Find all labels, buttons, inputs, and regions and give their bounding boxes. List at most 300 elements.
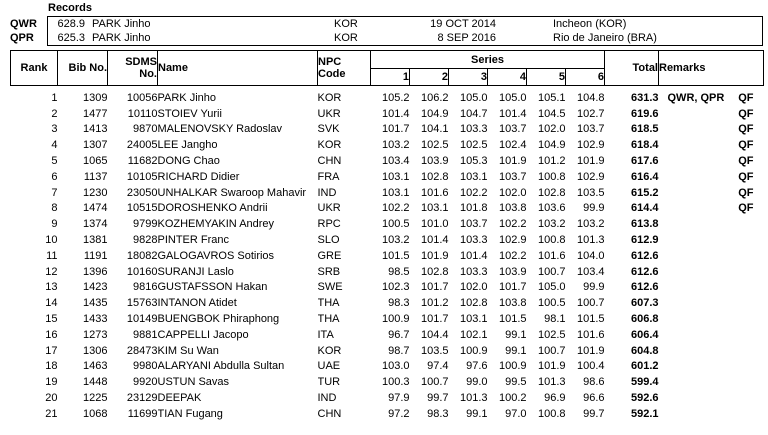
sdms-number-cell: 9816	[133, 281, 158, 294]
total-score-cell: 606.4	[630, 328, 659, 341]
series-3-score-cell: 105.0	[459, 91, 488, 104]
npc-code-cell: TUR	[317, 376, 341, 389]
result-row	[11, 122, 764, 138]
series-5-score-cell: 96.9	[544, 392, 566, 405]
bib-number-cell: 1448	[83, 376, 108, 389]
record-type-label: QWR	[10, 18, 37, 30]
total-score-cell: 612.6	[630, 249, 659, 262]
series-2-score-cell: 101.4	[420, 234, 449, 247]
result-row	[11, 390, 764, 406]
qualification-flag: QF	[738, 107, 754, 120]
result-row	[11, 137, 764, 153]
series-2-score-cell: 102.5	[420, 139, 449, 152]
npc-code-cell: IND	[317, 186, 337, 199]
series-6-score-cell: 99.7	[583, 407, 605, 420]
series-3-score-cell: 102.5	[459, 139, 488, 152]
series-4-score-cell: 99.5	[505, 376, 527, 389]
npc-code-cell: SVK	[317, 123, 340, 136]
athlete-name-cell: ALARYANI Abdulla Sultan	[157, 360, 285, 373]
bib-number-cell: 1225	[83, 392, 108, 405]
remarks-cell	[659, 374, 764, 390]
series-3-score-cell: 99.1	[466, 407, 488, 420]
series-2-score-cell: 103.9	[420, 155, 449, 168]
athlete-name-cell: TIAN Fugang	[157, 407, 223, 420]
record-npc-code: KOR	[334, 18, 358, 30]
result-row	[11, 327, 764, 343]
qualification-flag: QF	[738, 91, 754, 104]
bib-number-cell: 1307	[83, 139, 108, 152]
record-location: Rio de Janeiro (BRA)	[553, 32, 657, 44]
rank-cell: 18	[45, 360, 58, 373]
athlete-name-cell: PARK Jinho	[157, 91, 216, 104]
athlete-name-cell: MALENOVSKY Radoslav	[157, 123, 283, 136]
sdms-number-cell: 10056	[126, 91, 158, 104]
series-3-score-cell: 97.6	[466, 360, 488, 373]
rank-cell: 20	[45, 392, 58, 405]
rank-cell: 14	[45, 297, 58, 310]
bib-number-cell: 1374	[83, 218, 108, 231]
record-holder-name: PARK Jinho	[92, 32, 151, 44]
series-4-score-cell: 99.1	[505, 328, 527, 341]
record-date: 19 OCT 2014	[430, 18, 496, 30]
remarks-content	[659, 123, 764, 135]
series-6-score-cell: 101.9	[576, 155, 605, 168]
bib-number-cell: 1230	[83, 186, 108, 199]
result-row	[11, 248, 764, 264]
series-5-score-cell: 103.6	[537, 202, 566, 215]
bib-number-cell: 1433	[83, 313, 108, 326]
athlete-name-cell: KOZHEMYAKIN Andrey	[157, 218, 275, 231]
series-3-score-cell: 102.8	[459, 297, 488, 310]
series-2-score-cell: 101.9	[420, 249, 449, 262]
athlete-name-cell: GALOGAVROS Sotirios	[157, 249, 275, 262]
series-5-score-cell: 101.6	[537, 249, 566, 262]
results-table-body	[11, 86, 764, 422]
npc-code-cell: SRB	[317, 265, 341, 278]
series-5-score-cell: 105.0	[537, 281, 566, 294]
rank-cell: 7	[51, 186, 58, 199]
series-5-score-cell: 100.8	[537, 170, 566, 183]
remarks-content	[659, 108, 764, 120]
athlete-name-cell: UNHALKAR Swaroop Mahavir	[157, 186, 307, 199]
series-5-score-cell: 102.8	[537, 186, 566, 199]
series-2-score-cell: 99.7	[427, 392, 449, 405]
results-table-header	[11, 51, 764, 86]
remarks-content	[659, 171, 764, 183]
rank-cell: 4	[51, 139, 58, 152]
series-2-score-cell: 103.5	[420, 344, 449, 357]
record-type-labels	[10, 17, 37, 45]
remarks-cell	[659, 232, 764, 248]
series-3-score-cell: 103.3	[459, 234, 488, 247]
series-1-score-cell: 97.2	[388, 407, 410, 420]
athlete-name-cell: DEEPAK	[157, 392, 202, 405]
remarks-cell	[659, 406, 764, 422]
rank-cell: 6	[51, 170, 58, 183]
series-6-score-cell: 104.8	[576, 91, 605, 104]
qualification-flag: QF	[738, 202, 754, 215]
column-header-series-6: 6	[566, 69, 605, 86]
total-score-cell: 612.6	[630, 265, 659, 278]
record-score: 625.3	[57, 32, 85, 44]
records-box	[47, 16, 763, 46]
rank-cell: 9	[51, 218, 58, 231]
total-score-cell: 618.5	[630, 123, 659, 136]
series-2-score-cell: 101.7	[420, 281, 449, 294]
athlete-name-cell: DONG Chao	[157, 155, 220, 168]
series-6-score-cell: 101.6	[576, 328, 605, 341]
npc-code-cell: RPC	[317, 218, 341, 231]
total-score-cell: 604.8	[630, 344, 659, 357]
series-6-score-cell: 103.2	[576, 218, 605, 231]
bib-number-cell: 1191	[83, 249, 108, 262]
series-6-score-cell: 102.9	[576, 139, 605, 152]
series-2-score-cell: 102.8	[420, 170, 449, 183]
rank-cell: 13	[45, 281, 58, 294]
series-5-score-cell: 101.2	[537, 155, 566, 168]
series-1-score-cell: 96.7	[388, 328, 410, 341]
series-5-score-cell: 102.0	[537, 123, 566, 136]
series-3-score-cell: 101.4	[459, 249, 488, 262]
sdms-number-cell: 9920	[133, 376, 158, 389]
result-row	[11, 216, 764, 232]
series-4-score-cell: 103.8	[498, 297, 527, 310]
npc-code-cell: IND	[317, 392, 337, 405]
series-4-score-cell: 103.7	[498, 123, 527, 136]
result-row	[11, 232, 764, 248]
series-1-score-cell: 103.2	[381, 139, 410, 152]
records-section-title: Records	[48, 2, 93, 14]
rank-cell: 21	[45, 407, 58, 420]
series-4-score-cell: 102.9	[498, 234, 527, 247]
series-1-score-cell: 103.4	[381, 155, 410, 168]
npc-code-cell: CHN	[317, 407, 342, 420]
series-6-score-cell: 101.9	[576, 344, 605, 357]
column-header-total: Total	[605, 51, 659, 86]
record-remark: QWR, QPR	[667, 91, 725, 104]
sdms-number-cell: 24005	[126, 139, 158, 152]
rank-cell: 17	[45, 344, 58, 357]
npc-code-cell: KOR	[317, 344, 342, 357]
remarks-cell	[659, 295, 764, 311]
series-6-score-cell: 103.7	[576, 123, 605, 136]
bib-number-cell: 1381	[83, 234, 108, 247]
series-4-score-cell: 103.8	[498, 202, 527, 215]
result-row	[11, 185, 764, 201]
rank-cell: 19	[45, 376, 58, 389]
series-5-score-cell: 98.1	[544, 313, 566, 326]
npc-code-cell: THA	[317, 313, 340, 326]
total-score-cell: 607.3	[630, 297, 659, 310]
athlete-name-cell: RICHARD Didier	[157, 170, 240, 183]
series-2-score-cell: 104.9	[420, 107, 449, 120]
series-6-score-cell: 99.9	[583, 281, 605, 294]
result-row	[11, 169, 764, 185]
column-header-series-1: 1	[371, 69, 410, 86]
series-4-score-cell: 100.9	[498, 360, 527, 373]
series-4-score-cell: 101.7	[498, 281, 527, 294]
series-2-score-cell: 104.4	[420, 328, 449, 341]
record-holder-name: PARK Jinho	[92, 18, 151, 30]
npc-code-cell: FRA	[317, 170, 340, 183]
series-3-score-cell: 103.3	[459, 123, 488, 136]
series-2-score-cell: 101.2	[420, 297, 449, 310]
series-3-score-cell: 103.7	[459, 218, 488, 231]
series-6-score-cell: 101.3	[576, 234, 605, 247]
rank-cell: 5	[51, 155, 58, 168]
series-5-score-cell: 102.5	[537, 328, 566, 341]
series-6-score-cell: 101.5	[576, 313, 605, 326]
series-5-score-cell: 100.8	[537, 407, 566, 420]
result-row	[11, 86, 764, 106]
sdms-number-cell: 9881	[133, 328, 158, 341]
column-header-series-4: 4	[488, 69, 527, 86]
sdms-number-cell: 10160	[126, 265, 158, 278]
series-1-score-cell: 103.1	[381, 186, 410, 199]
series-5-score-cell: 104.5	[537, 107, 566, 120]
bib-number-cell: 1413	[83, 123, 108, 136]
series-1-score-cell: 103.1	[381, 170, 410, 183]
series-6-score-cell: 98.6	[583, 376, 605, 389]
remarks-cell	[659, 359, 764, 375]
remarks-content	[659, 187, 764, 199]
remarks-cell	[659, 122, 764, 138]
series-5-score-cell: 104.9	[537, 139, 566, 152]
athlete-name-cell: USTUN Savas	[157, 376, 230, 389]
total-score-cell: 592.1	[630, 407, 659, 420]
remarks-cell	[659, 248, 764, 264]
total-score-cell: 606.8	[630, 313, 659, 326]
qualification-flag: QF	[738, 170, 754, 183]
remarks-cell	[659, 311, 764, 327]
column-header-series: Series	[371, 51, 605, 69]
sdms-number-cell: 10110	[127, 107, 158, 120]
series-3-score-cell: 102.1	[459, 328, 488, 341]
series-2-score-cell: 106.2	[420, 91, 449, 104]
record-type-label: QPR	[10, 32, 34, 44]
sdms-number-cell: 28473	[126, 344, 158, 357]
remarks-cell	[659, 280, 764, 296]
total-score-cell: 599.4	[630, 376, 659, 389]
rank-cell: 8	[51, 202, 58, 215]
result-row	[11, 264, 764, 280]
bib-number-cell: 1068	[83, 407, 108, 420]
series-4-score-cell: 103.7	[498, 170, 527, 183]
series-3-score-cell: 101.3	[459, 392, 488, 405]
remarks-cell	[659, 153, 764, 169]
bib-number-cell: 1477	[83, 107, 108, 120]
sdms-number-cell: 15763	[126, 297, 158, 310]
remarks-cell	[659, 264, 764, 280]
series-1-score-cell: 100.5	[381, 218, 410, 231]
result-row	[11, 201, 764, 217]
athlete-name-cell: STOIEV Yurii	[157, 107, 222, 120]
series-4-score-cell: 105.0	[498, 91, 527, 104]
series-6-score-cell: 103.5	[576, 186, 605, 199]
series-1-score-cell: 101.7	[381, 123, 410, 136]
remarks-cell	[659, 169, 764, 185]
total-score-cell: 616.4	[630, 170, 659, 183]
npc-code-cell: GRE	[317, 249, 342, 262]
series-2-score-cell: 97.4	[427, 360, 449, 373]
series-6-score-cell: 103.4	[576, 265, 605, 278]
series-3-score-cell: 102.2	[459, 186, 488, 199]
sdms-number-cell: 9980	[133, 360, 158, 373]
npc-code-cell: CHN	[317, 155, 342, 168]
total-score-cell: 612.6	[630, 281, 659, 294]
remarks-cell	[659, 137, 764, 153]
remarks-content	[659, 202, 764, 214]
bib-number-cell: 1463	[83, 360, 108, 373]
bib-number-cell: 1309	[83, 91, 108, 104]
column-header-sdms: SDMS No.	[108, 51, 158, 86]
rank-cell: 16	[45, 328, 58, 341]
sdms-number-cell: 18082	[126, 249, 158, 262]
series-1-score-cell: 102.2	[381, 202, 410, 215]
series-3-score-cell: 102.0	[459, 281, 488, 294]
npc-code-cell: UAE	[317, 360, 341, 373]
total-score-cell: 619.6	[630, 107, 659, 120]
npc-code-cell: KOR	[317, 91, 342, 104]
series-1-score-cell: 101.5	[381, 249, 410, 262]
series-3-score-cell: 104.7	[459, 107, 488, 120]
column-header-bib: Bib No.	[58, 51, 108, 86]
npc-code-cell: ITA	[317, 328, 334, 341]
athlete-name-cell: INTANON Atidet	[157, 297, 237, 310]
sdms-number-cell: 23129	[126, 392, 158, 405]
series-1-score-cell: 102.3	[381, 281, 410, 294]
athlete-name-cell: LEE Jangho	[157, 139, 218, 152]
result-row	[11, 343, 764, 359]
npc-code-cell: UKR	[317, 202, 341, 215]
rank-cell: 11	[46, 249, 58, 262]
sdms-number-cell: 9799	[133, 218, 158, 231]
series-4-score-cell: 101.9	[498, 155, 527, 168]
rank-cell: 2	[51, 107, 58, 120]
series-3-score-cell: 105.3	[459, 155, 488, 168]
column-header-rank: Rank	[11, 51, 58, 86]
bib-number-cell: 1435	[83, 297, 108, 310]
series-1-score-cell: 100.9	[381, 313, 410, 326]
bib-number-cell: 1065	[83, 155, 108, 168]
series-1-score-cell: 103.0	[381, 360, 410, 373]
series-5-score-cell: 103.2	[537, 218, 566, 231]
npc-code-cell: KOR	[317, 139, 342, 152]
remarks-content	[659, 139, 764, 151]
series-6-score-cell: 104.0	[576, 249, 605, 262]
rank-cell: 1	[51, 91, 58, 104]
series-4-score-cell: 102.2	[498, 218, 527, 231]
qualification-flag: QF	[738, 186, 754, 199]
record-row	[48, 17, 762, 31]
remarks-cell	[659, 86, 764, 106]
athlete-name-cell: SURANJI Laslo	[157, 265, 234, 278]
series-4-score-cell: 101.4	[498, 107, 527, 120]
total-score-cell: 592.6	[630, 392, 659, 405]
athlete-name-cell: DOROSHENKO Andrii	[157, 202, 268, 215]
series-4-score-cell: 100.2	[498, 392, 527, 405]
series-4-score-cell: 102.2	[498, 249, 527, 262]
record-npc-code: KOR	[334, 32, 358, 44]
series-6-score-cell: 102.9	[576, 170, 605, 183]
result-row	[11, 311, 764, 327]
series-5-score-cell: 105.1	[537, 91, 566, 104]
qualification-flag: QF	[738, 155, 754, 168]
remarks-cell	[659, 343, 764, 359]
result-row	[11, 359, 764, 375]
bib-number-cell: 1273	[83, 328, 108, 341]
remarks-content	[659, 92, 764, 104]
series-5-score-cell: 100.5	[537, 297, 566, 310]
sdms-number-cell: 11682	[127, 155, 158, 168]
npc-code-cell: THA	[317, 297, 340, 310]
sdms-number-cell: 9828	[133, 234, 158, 247]
bib-number-cell: 1306	[83, 344, 108, 357]
series-4-score-cell: 102.0	[498, 186, 527, 199]
series-6-score-cell: 96.6	[583, 392, 605, 405]
npc-code-cell: UKR	[317, 107, 341, 120]
series-6-score-cell: 99.9	[583, 202, 605, 215]
remarks-content	[659, 155, 764, 167]
remarks-cell	[659, 327, 764, 343]
total-score-cell: 614.4	[630, 202, 659, 215]
series-1-score-cell: 97.9	[388, 392, 410, 405]
npc-code-cell: SLO	[317, 234, 340, 247]
bib-number-cell: 1137	[83, 170, 108, 183]
npc-code-cell: SWE	[317, 281, 343, 294]
series-2-score-cell: 98.3	[427, 407, 449, 420]
series-1-score-cell: 105.2	[381, 91, 410, 104]
result-row	[11, 153, 764, 169]
rank-cell: 15	[45, 313, 58, 326]
series-3-score-cell: 103.1	[459, 170, 488, 183]
column-header-series-5: 5	[527, 69, 566, 86]
remarks-cell	[659, 201, 764, 217]
result-row	[11, 374, 764, 390]
total-score-cell: 613.8	[630, 218, 659, 231]
column-header-remarks: Remarks	[659, 51, 764, 86]
result-row	[11, 295, 764, 311]
total-score-cell: 631.3	[630, 91, 659, 104]
series-1-score-cell: 98.5	[388, 265, 410, 278]
record-date: 8 SEP 2016	[437, 32, 496, 44]
total-score-cell: 617.6	[630, 155, 659, 168]
total-score-cell: 615.2	[630, 186, 659, 199]
series-1-score-cell: 103.2	[381, 234, 410, 247]
series-1-score-cell: 101.4	[381, 107, 410, 120]
result-row	[11, 406, 764, 422]
series-1-score-cell: 98.7	[388, 344, 410, 357]
series-6-score-cell: 102.7	[576, 107, 605, 120]
series-5-score-cell: 100.7	[537, 265, 566, 278]
series-4-score-cell: 103.9	[498, 265, 527, 278]
series-2-score-cell: 102.8	[420, 265, 449, 278]
series-3-score-cell: 100.9	[459, 344, 488, 357]
remarks-cell	[659, 106, 764, 122]
series-4-score-cell: 101.5	[498, 313, 527, 326]
sdms-number-cell: 10515	[126, 202, 158, 215]
series-4-score-cell: 97.0	[505, 407, 527, 420]
series-2-score-cell: 100.7	[420, 376, 449, 389]
rank-cell: 3	[51, 123, 58, 136]
record-location: Incheon (KOR)	[553, 18, 627, 30]
series-5-score-cell: 101.9	[537, 360, 566, 373]
column-header-name: Name	[158, 51, 318, 86]
result-row	[11, 280, 764, 296]
series-6-score-cell: 100.7	[576, 297, 605, 310]
sdms-number-cell: 10149	[126, 313, 158, 326]
series-3-score-cell: 101.8	[459, 202, 488, 215]
